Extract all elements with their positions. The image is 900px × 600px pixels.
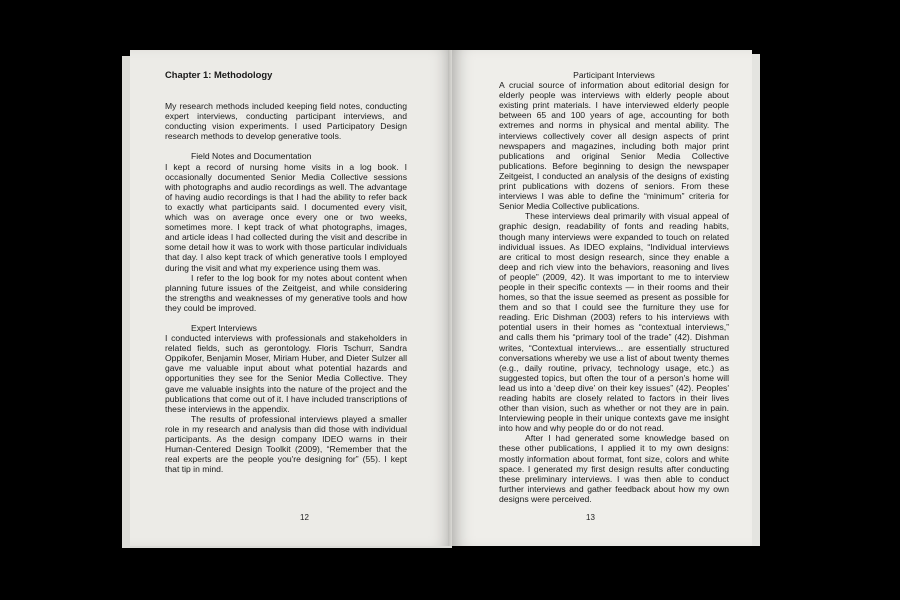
participant-paragraph-3: After I had generated some knowledge based on these other publications, I applied it to my own designs: mostly information about format, font size, colors and white space. I generated my first design results after conducting these preliminary interviews. I was then able to conduct further interviews and gather feedback about how my own designs were perceived. — [499, 433, 729, 504]
page-number-left: 12 — [300, 513, 309, 522]
left-page — [130, 50, 452, 546]
field-notes-paragraph-2: I refer to the log book for my notes about content when planning future issues of the Zeitgeist, and while considering the strengths and weaknesses of my generative tools and how they could be improved. — [165, 272, 407, 313]
open-booklet — [122, 50, 760, 550]
right-page-text — [499, 70, 729, 504]
left-page-text — [165, 70, 407, 474]
field-notes-heading: Field Notes and Documentation — [191, 151, 312, 162]
expert-paragraph-2: The results of professional interviews played a smaller role in my research and analysis than did those with individual participants. As the design company IDEO warns in their Human-Centered Design Toolkit (2009), “Remember that the real experts are the people you're designing for” (55). I kept that tip in mind. — [165, 413, 407, 475]
participant-interviews-heading: Participant Interviews — [573, 70, 655, 80]
chapter-title: Chapter 1: Methodology — [165, 69, 273, 80]
intro-paragraph: My research methods included keeping field notes, conducting expert interviews, conducting participant interviews, and conducting vision experiments. I used Participatory Design research methods to develop generative tools. — [165, 101, 407, 142]
participant-paragraph-1: A crucial source of information about editorial design for elderly people was interviews with elderly people about existing print materials. I have interviewed elderly people between 65 and 100 years of age, accounting for both extremes and norms in physical and mental ability. The interviews collectively cover all design aspects of print newspapers and magazines, including both major print publications and original Senior Media Collective publications. Before beginning to design the newspaper Zeitgeist, I conducted an analysis of the designs of existing print publications with dozens of seniors. From these interviews I was able to define the “minimum” criteria for Senior Media Collective publications. — [499, 80, 729, 212]
expert-paragraph-1: I conducted interviews with professionals and stakeholders in related fields, such as gerontology. Floris Tschurr, Sandra Oppikofer, Benjamin Moser, Miriam Huber, and Dieter Sulzer all gave me valuable input about what potential hazards and opportunities they see for the Senior Media Collective. They gave me valuable insights into the nature of the project and the publications that come out of it. I have included transcriptions of these interviews in the appendix. — [165, 333, 407, 414]
page-number-right: 13 — [586, 513, 595, 522]
field-notes-paragraph-1: I kept a record of nursing home visits in a log book. I occasionally documented Senior Media Collective sessions with photographs and audio recordings as well. The advantage of having audio recordings is that I had the ability to refer back to exactly what participants said. I documented every visit, which was on average once every one or two weeks, sometimes more. I kept track of what photographs, images, and article ideas I had collected during the visit and describe in some detail how it was to work with those particular individuals that day. I also kept track of which generative tools I employed during the visit and what my experience using them was. — [165, 161, 407, 273]
participant-paragraph-2: These interviews deal primarily with visual appeal of graphic design, readability of fonts and reading habits, though many interviews were expanded to touch on related individual issues. As IDEO explains, “Individual interviews are critical to most design research, since they enable a deep and rich view into the behaviors, reasoning and lives of people” (2009, 42). It was important to me to interview people in their specific contexts — in their rooms and their homes, so that the issue seemed as present as possible for them and so that I could see the furniture they use for reading. Eric Dishman (2003) refers to his interviews with potential users in their homes as “contextual interviews,” and calls them his “primary tool of the trade” (42). Dishman writes, “Contextual interviews... are essentially structured conversations whereby we use a list of about twenty themes (e.g., daily routine, privacy, technology usage, etc.) as suggested topics, but often the tour of a person's home will lead us into a ‘deep dive’ on their key issues” (42). Peoples' reading habits are closely related to factors in their lives other than vision, such as whether or not they are in pain. Interviewing people in their unique contexts gave me insight into how and why people do or do not read. — [499, 211, 729, 434]
right-page — [452, 50, 752, 546]
expert-interviews-heading: Expert Interviews — [191, 322, 257, 333]
